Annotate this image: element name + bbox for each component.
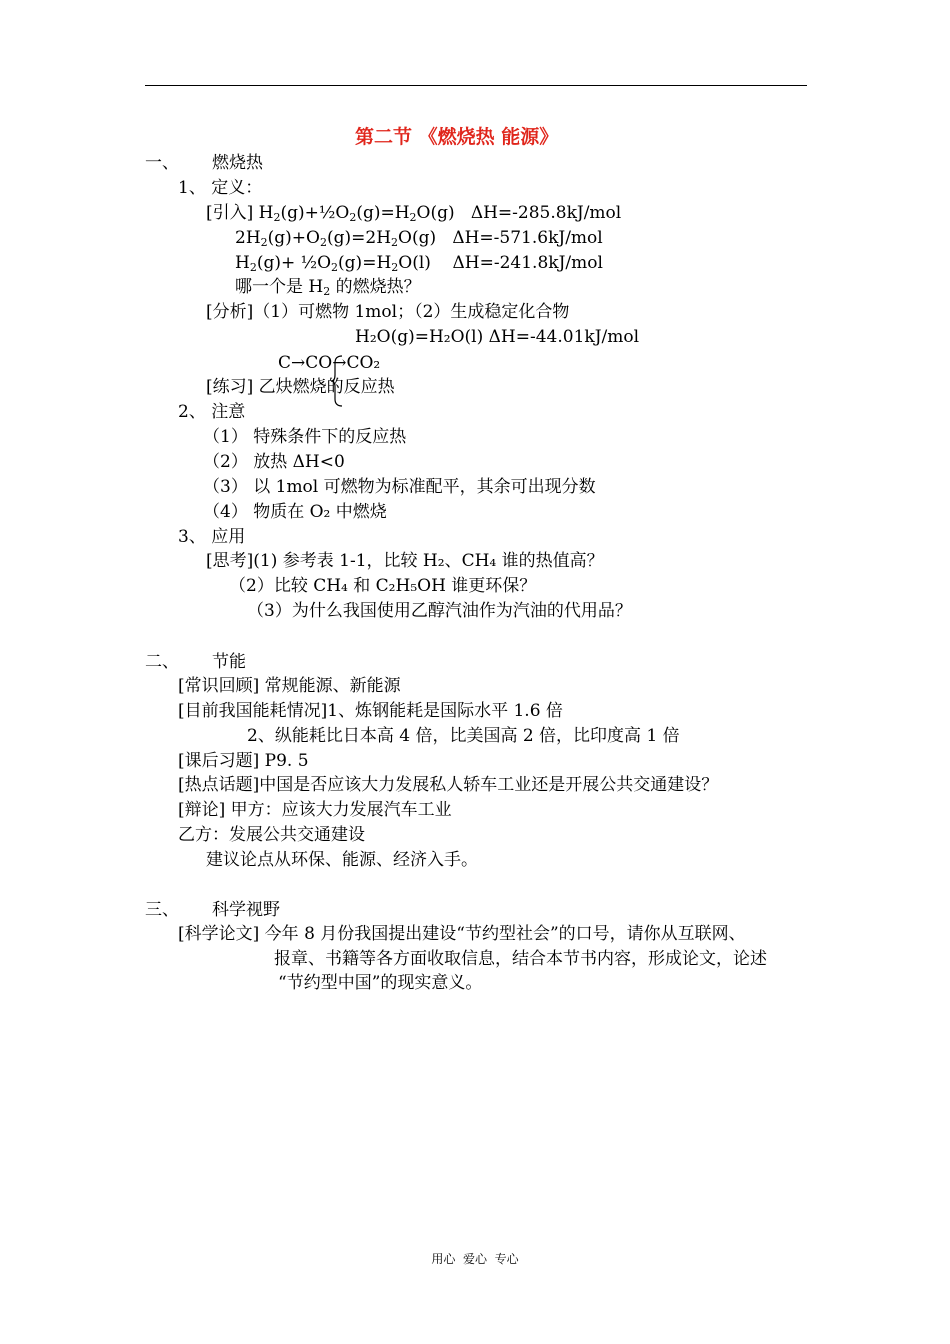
- note-line: （2） 放热 ΔH<0: [203, 452, 345, 472]
- section-2-line: [常识回顾] 常规能源、新能源: [178, 676, 401, 696]
- section-2-line: [目前我国能耗情况]1、炼钢能耗是国际水平 1.6 倍: [178, 701, 563, 721]
- section-2-line: [辩论] 甲方：应该大力发展汽车工业: [178, 800, 452, 820]
- analysis-line: [分析]（1）可燃物 1mol；（2）生成稳定化合物: [206, 302, 570, 322]
- section-1-heading: 燃烧热: [212, 153, 263, 173]
- section-2-line: 乙方：发展公共交通建设: [178, 825, 365, 845]
- header-rule: [145, 85, 807, 86]
- note-line: （1） 特殊条件下的反应热: [203, 427, 407, 447]
- think-line: （2）比较 CH₄ 和 C₂H₅OH 谁更环保？: [229, 576, 537, 596]
- section-2-line: [热点话题]中国是否应该大力发展私人轿车工业还是开展公共交通建设？: [178, 775, 719, 795]
- section-2-line: [课后习题] P9. 5: [178, 751, 309, 771]
- section-3-line: “节约型中国”的现实意义。: [278, 973, 483, 993]
- practice-line: [练习] 乙炔燃烧的反应热: [206, 377, 395, 397]
- page-footer: 用心 爱心 专心: [431, 1252, 519, 1266]
- definition-item: 1、 定义：: [178, 178, 263, 198]
- note-line: （4） 物质在 O₂ 中燃烧: [203, 502, 387, 522]
- carbon-chain: C→CO→CO₂: [278, 353, 381, 373]
- section-2-line: 2、纵能耗比日本高 4 倍，比美国高 2 倍，比印度高 1 倍: [247, 726, 680, 746]
- equation-3: $H_2(g)+$ $\frac{1}{2}O_2(g)=H_2O(l)$ ΔH=-241.8kJ/mol: [235, 253, 603, 274]
- think-line: [思考](1) 参考表 1-1，比较 H₂、CH₄ 谁的热值高？: [206, 551, 604, 571]
- application-item: 3、 应用: [178, 527, 246, 547]
- section-3-heading: 科学视野: [212, 900, 280, 920]
- page-title: 第二节 《燃烧热 能源》: [355, 126, 559, 148]
- section-3-line: [科学论文] 今年 8 月份我国提出建设“节约型社会”的口号，请你从互联网、: [178, 924, 746, 944]
- equation-4: H₂O(g)=H₂O(l) ΔH=-44.01kJ/mol: [355, 327, 640, 347]
- section-2-line: 建议论点从环保、能源、经济入手。: [206, 850, 478, 870]
- note-line: （3） 以 1mol 可燃物为标准配平，其余可出现分数: [203, 477, 596, 497]
- section-3-line: 报章、书籍等各方面收取信息，结合本节书内容，形成论文，论述: [274, 949, 767, 969]
- equation-1: [引入] $H_2(g)+\frac{1}{2}O_2(g)=H_2O(g)$ ΔH=-285.8kJ/mol: [206, 203, 622, 224]
- think-line: （3）为什么我国使用乙醇汽油作为汽油的代用品？: [247, 601, 632, 621]
- section-2-heading: 节能: [212, 652, 246, 672]
- equation-2: $2H_2(g)+O_2(g)=2H_2O(g)$ ΔH=-571.6kJ/mol: [235, 228, 603, 249]
- section-2-number: 二、: [145, 652, 179, 672]
- notes-item: 2、 注意: [178, 402, 246, 422]
- section-1-number: 一、: [145, 153, 179, 173]
- question-line: 哪一个是 $H_2$ 的燃烧热？: [235, 277, 421, 298]
- section-3-number: 三、: [145, 900, 179, 920]
